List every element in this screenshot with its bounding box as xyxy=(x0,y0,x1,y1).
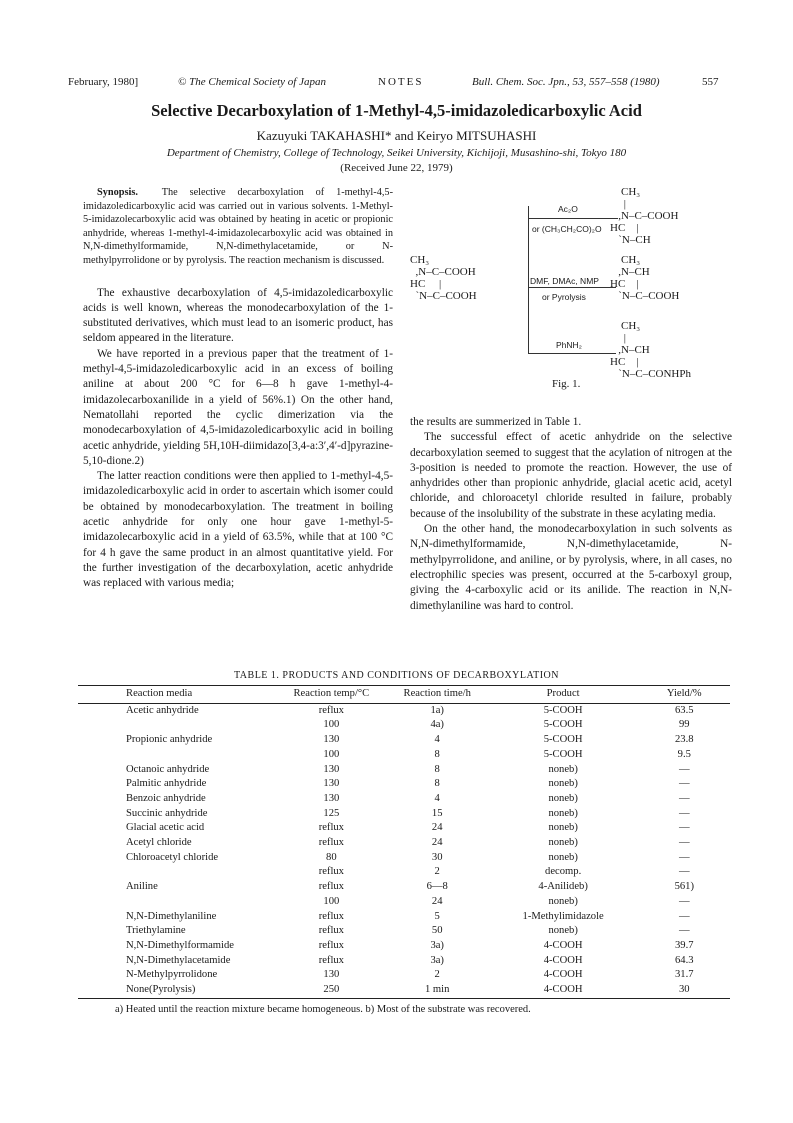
cell-yield: 39.7 xyxy=(675,939,694,951)
table-caption: TABLE 1. PRODUCTS AND CONDITIONS OF DECARBOXYLATION xyxy=(234,670,559,681)
cell-media: N-Methylpyrrolidone xyxy=(126,969,218,981)
col-header: Product xyxy=(488,686,639,704)
cell-yield: 99 xyxy=(678,719,690,731)
cell-temp: 125 xyxy=(323,807,340,819)
cell-time: 8 xyxy=(434,748,440,760)
col-header: Reaction media xyxy=(78,686,276,704)
cell-temp: 130 xyxy=(323,763,340,775)
reagent-2: DMF, DMAc, NMP xyxy=(530,276,599,286)
arrow-1 xyxy=(528,218,618,219)
reagent-1b: or (CH₃CH₂CO)₂O xyxy=(532,224,602,234)
cell-yield: — xyxy=(678,837,690,849)
cell-product: 4-COOH xyxy=(488,983,639,998)
cell-yield: — xyxy=(678,851,690,863)
header-section: NOTES xyxy=(378,76,424,88)
cell-product: noneb) xyxy=(548,925,578,937)
table-footnote: a) Heated until the reaction mixture became homogeneous. b) Most of the substrate was recovered. xyxy=(115,1004,531,1015)
cell-product: decomp. xyxy=(545,866,582,878)
cell-product: 1-Methylimidazole xyxy=(522,910,604,922)
synopsis xyxy=(83,186,393,268)
left-column xyxy=(83,186,393,592)
cell-product: 4-Anilideb) xyxy=(538,881,588,893)
cell-temp: 130 xyxy=(323,778,340,790)
cell-time: 3a) xyxy=(430,954,444,966)
col-header: Reaction time/h xyxy=(387,686,488,704)
reagent-3: PhNH₂ xyxy=(556,340,582,350)
product-3: CH₃ | ,N–CH HC | ˋN–C–CONHPh xyxy=(610,320,691,380)
cell-temp: 80 xyxy=(326,851,337,863)
scheme-bracket xyxy=(528,206,529,354)
table-row xyxy=(78,939,730,954)
table-row xyxy=(78,792,730,807)
cell-time: 30 xyxy=(431,851,443,863)
table-row xyxy=(78,851,730,866)
cell-media: Propionic anhydride xyxy=(126,734,213,746)
cell-product: 4-COOH xyxy=(543,939,583,951)
cell-yield: — xyxy=(678,910,690,922)
reagent-1: Ac₂O xyxy=(558,204,578,214)
cell-temp: 100 xyxy=(323,748,340,760)
table-row xyxy=(78,968,730,983)
table-row xyxy=(78,836,730,851)
table-row xyxy=(78,718,730,733)
cell-product: noneb) xyxy=(548,807,578,819)
cell-temp: 100 xyxy=(323,895,340,907)
cell-temp: 250 xyxy=(276,983,387,998)
cell-product: 5-COOH xyxy=(543,704,583,716)
synopsis-heading: Synopsis. xyxy=(97,187,138,198)
right-column xyxy=(410,415,732,614)
cell-product: noneb) xyxy=(548,822,578,834)
cell-temp: 100 xyxy=(323,719,340,731)
table-header-row xyxy=(78,686,730,704)
affiliation: Department of Chemistry, College of Technology, Seikei University, Kichijoji, Musashino-shi, Tokyo 180 xyxy=(166,147,627,159)
cell-media: None(Pyrolysis) xyxy=(78,983,276,998)
cell-time: 24 xyxy=(431,895,443,907)
cell-product: 4-COOH xyxy=(543,954,583,966)
cell-temp: reflux xyxy=(318,954,344,966)
cell-media: Aniline xyxy=(126,881,158,893)
cell-yield: 561) xyxy=(674,881,694,893)
table-row xyxy=(78,821,730,836)
cell-yield: — xyxy=(678,792,690,804)
table-row xyxy=(78,954,730,969)
paragraph-4: the results are summerized in Table 1. xyxy=(410,416,582,428)
paragraph-2: We have reported in a previous paper that the treatment of 1-methyl-4,5-imidazoledicarboxylic acid in an excess of boiling aniline at about 200 °C for 6—8 h gave 1-methyl-4-imidazolecarboxanilide in a yield of 56%.1) On the other hand, Nematollahi reported the cyclic dimerization via the monodecarboxylation of 4,5-imidazoledicarboxylic acid in boiling acetic anhydride, yielding 5H,10H-diimidazo[3,4-a:3′,4′-d]pyrazine-5,10-dione.2) xyxy=(83,347,393,467)
cell-yield: 31.7 xyxy=(675,969,694,981)
cell-temp: 130 xyxy=(323,734,340,746)
cell-time: 50 xyxy=(431,925,443,937)
cell-temp: reflux xyxy=(318,939,344,951)
cell-product: noneb) xyxy=(548,778,578,790)
cell-yield: 23.8 xyxy=(675,734,694,746)
cell-time: 2 xyxy=(434,866,440,878)
paper-authors: Kazuyuki TAKAHASHI* and Keiryo MITSUHASHI xyxy=(256,128,537,143)
synopsis-text: The selective decarboxylation of 1-methyl-4,5-imidazoledicarboxylic acid was carried out in various solvents. 1-Methyl-5-imidazolecarboxylic acid was obtained by heating in acetic or propionic anhydride, whereas 1-methyl-4-imidazolecarboxylic acid was obtained in N,N-dimethylformamide, N,N-dimethylacetamide, or N-methylpyrrolidone or by pyrolysis. The reaction mechanism is discussed. xyxy=(83,187,394,266)
cell-yield: 9.5 xyxy=(677,748,691,760)
cell-media: Chloroacetyl chloride xyxy=(126,851,219,863)
product-2: CH₃ ,N–CH HC | ˋN–C–COOH xyxy=(610,254,680,302)
starting-material: CH₃ ,N–C–COOH HC | ˋN–C–COOH xyxy=(410,254,477,302)
cell-product: 5-COOH xyxy=(543,748,583,760)
cell-time: 1a) xyxy=(430,704,444,716)
paragraph-6: On the other hand, the monodecarboxylation in such solvents as N,N-dimethylformamide, N,N-dimethylacetamide, N-methylpyrrolidone, and aniline, or by pyrolysis, where, in all cases, no electrophilic species was present, occurred at the 5-carboxyl group, giving the 4-carboxylic acid or its anilide. The reaction in N,N-dimethylaniline was hard to control. xyxy=(410,523,732,612)
cell-media: Acetyl chloride xyxy=(126,837,192,849)
arrow-3 xyxy=(528,353,616,354)
table-row xyxy=(78,763,730,778)
cell-media xyxy=(78,895,276,910)
cell-temp: reflux xyxy=(318,822,344,834)
cell-product: noneb) xyxy=(548,837,578,849)
cell-product: 4-COOH xyxy=(543,969,583,981)
cell-product: 5-COOH xyxy=(543,734,583,746)
reagent-2b: or Pyrolysis xyxy=(542,292,586,302)
cell-temp: reflux xyxy=(318,837,344,849)
cell-temp: 130 xyxy=(323,792,340,804)
paragraph-3: The latter reaction conditions were then applied to 1-methyl-4,5-imidazoledicarboxylic acid in order to ascertain which isomer could be obtained by monodecarboxylation. The treatment in boiling acetic anhydride for only one hour gave 1-methyl-5-imidazolecarboxylic acid in a yield of 63.5%, while that at 100 °C for 4 h gave the same product in an almost quantitative yield. For the further investigation of the decarboxylation, acetic anhydride was replaced with various media; xyxy=(83,470,393,590)
cell-time: 3a) xyxy=(430,939,444,951)
cell-temp: reflux xyxy=(318,910,344,922)
figure-caption: Fig. 1. xyxy=(552,378,581,390)
col-header: Reaction temp/°C xyxy=(276,686,387,704)
cell-time: 2 xyxy=(434,969,440,981)
cell-temp: reflux xyxy=(318,881,344,893)
header-society: © The Chemical Society of Japan xyxy=(178,76,326,88)
cell-product: noneb) xyxy=(548,851,578,863)
product-1: CH₃ | ,N–C–COOH HC | ˋN–CH xyxy=(610,186,679,246)
cell-media xyxy=(78,865,276,880)
cell-media: Benzoic anhydride xyxy=(126,792,206,804)
cell-media: Glacial acetic acid xyxy=(126,822,205,834)
cell-media: Acetic anhydride xyxy=(126,704,199,716)
cell-yield: 63.5 xyxy=(675,704,694,716)
table-row xyxy=(78,807,730,822)
cell-product: noneb) xyxy=(548,895,578,907)
table-row xyxy=(78,777,730,792)
cell-media: N,N-Dimethylaniline xyxy=(126,910,217,922)
table-row xyxy=(78,924,730,939)
cell-yield: — xyxy=(678,763,690,775)
cell-time: 1 min xyxy=(387,983,488,998)
cell-time: 24 xyxy=(431,837,443,849)
table-row xyxy=(78,895,730,910)
table-row xyxy=(78,748,730,763)
col-header: Yield/% xyxy=(639,686,730,704)
cell-time: 24 xyxy=(431,822,443,834)
header-page: 557 xyxy=(702,76,719,88)
cell-yield: 30 xyxy=(639,983,730,998)
cell-product: noneb) xyxy=(548,792,578,804)
arrow-2 xyxy=(528,287,616,288)
cell-media: N,N-Dimethylformamide xyxy=(126,939,234,951)
table-row xyxy=(78,733,730,748)
cell-media xyxy=(78,718,276,733)
table-row xyxy=(78,880,730,895)
cell-yield: 64.3 xyxy=(675,954,694,966)
cell-temp: reflux xyxy=(318,866,344,878)
cell-time: 8 xyxy=(434,778,440,790)
table-row xyxy=(78,983,730,998)
table-row xyxy=(78,910,730,925)
figure-1 xyxy=(410,186,740,396)
cell-yield: — xyxy=(678,822,690,834)
table-row xyxy=(78,865,730,880)
cell-time: 4 xyxy=(434,734,440,746)
cell-time: 15 xyxy=(431,807,443,819)
cell-yield: — xyxy=(678,807,690,819)
cell-media: Octanoic anhydride xyxy=(126,763,210,775)
cell-yield: — xyxy=(678,925,690,937)
cell-time: 4 xyxy=(434,792,440,804)
cell-yield: — xyxy=(678,866,690,878)
cell-yield: — xyxy=(678,895,690,907)
cell-media: Triethylamine xyxy=(126,925,186,937)
cell-time: 4a) xyxy=(430,719,444,731)
header-journal: Bull. Chem. Soc. Jpn., 53, 557–558 (1980) xyxy=(472,76,660,88)
cell-media: Palmitic anhydride xyxy=(126,778,207,790)
cell-product: noneb) xyxy=(548,763,578,775)
cell-media: Succinic anhydride xyxy=(126,807,208,819)
cell-temp: 130 xyxy=(323,969,340,981)
cell-time: 5 xyxy=(434,910,440,922)
cell-time: 8 xyxy=(434,763,440,775)
products-table xyxy=(78,685,730,999)
paragraph-1: The exhaustive decarboxylation of 4,5-imidazoledicarboxylic acids is well known, whereas the monodecarboxylation of the 1-substituted derivatives, which must lead to an isomeric product, has seldom appeared in the literature. xyxy=(83,286,393,345)
received-date: (Received June 22, 1979) xyxy=(340,162,453,174)
header-date: February, 1980] xyxy=(68,76,139,88)
paper-title: Selective Decarboxylation of 1-Methyl-4,5-imidazoledicarboxylic Acid xyxy=(151,101,642,120)
table-row xyxy=(78,703,730,718)
cell-temp: reflux xyxy=(318,925,344,937)
cell-media xyxy=(78,748,276,763)
cell-product: 5-COOH xyxy=(543,719,583,731)
cell-media: N,N-Dimethylacetamide xyxy=(126,954,231,966)
cell-temp: reflux xyxy=(318,704,344,716)
cell-yield: — xyxy=(678,778,690,790)
paragraph-5: The successful effect of acetic anhydride on the selective decarboxylation seemed to suggest that the acylation of nitrogen at the 3-position is needed to promote the reaction. However, the use of anhydrides other than propionic anhydride, glacial acetic acid, acetyl chloride, and chloroacetyl chloride resulted in failure, probably because of the insolubility of the substrate in these acylating media. xyxy=(410,431,732,520)
cell-time: 6—8 xyxy=(426,881,448,893)
